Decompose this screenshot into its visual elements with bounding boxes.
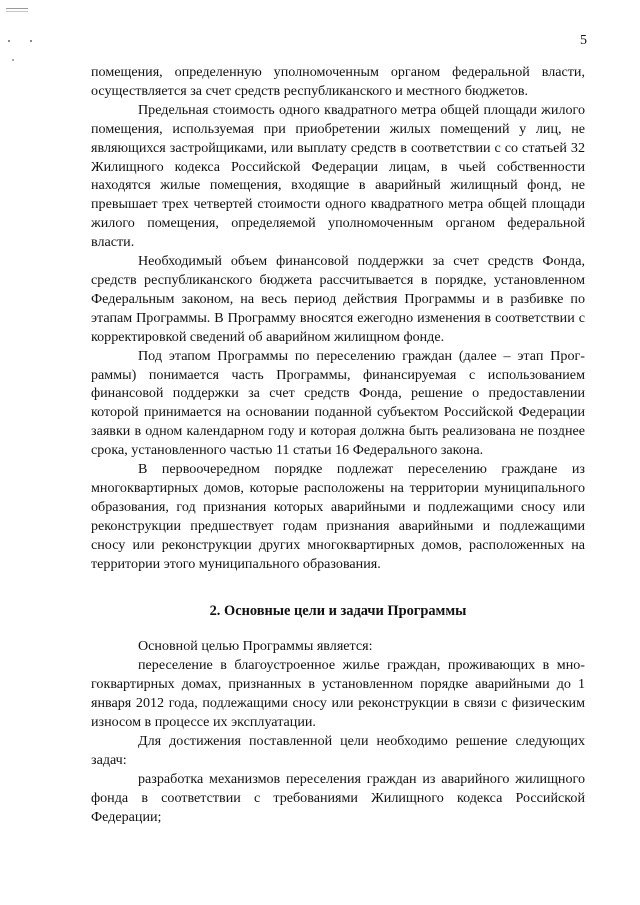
paragraph: Для достижения поставленной цели необходимо решение следующих задач: [91,733,585,768]
scan-artifact-line [6,8,28,9]
document-body [91,63,585,827]
page-number: 5 [580,33,587,48]
paragraph: разработка механизмов переселения граждан из аварийного жилищного фонда в соответствии с требованиями Жилищного кодекса Российской Федерации; [91,770,585,825]
scan-artifact-dot [12,59,14,61]
scan-artifact-dot [30,40,32,42]
paragraph: Предельная стоимость одного квадратного метра общей площади жилого помещения, используемая при приобретении жилых помещений у лиц, не являющихся застройщиками, или выплату средств в соответствии с со статьей 32 Жилищного кодекса Российской Федерации лицам, в чьей собственности находятся жилые помещения, входящие в аварийный жилищный фонд, не превышает трех четвертей стоимости одного квадратного метра общей площади жилого помещения, определяемой уполномоченным органом федеральной власти. [91,101,585,251]
paragraph: переселение в благоустроенное жилье граждан, проживающих в многоквартирных домах, признанных в установленном порядке аварийными до 1 января 2012 года, подлежащими сносу или реконструкции в связи с физическим износом в процессе их эксплуатации. [91,657,585,731]
paragraph: В первоочередном порядке подлежат переселению граждане из многоквартирных домов, которые расположены на территории муниципального образования, год признания которых аварийными и подлежащими сносу или реконструкции предшествует годам признания аварийными и подлежащими сносу или реконструкции других многоквартирных домов, расположенных на территории этого муниципального образования. [91,461,585,572]
paragraph: Основной целью Программы является: [138,638,373,655]
scan-artifact-line [6,11,28,12]
paragraph: помещения, определенную уполномоченным органом федеральной власти, осуществляется за счет средств республиканского и местного бюджетов. [91,64,585,99]
paragraph: Под этапом Программы по переселению граждан (далее – этап Программы) понимается часть Программы, финансируемая с использованием финансовой поддержки за счет средств Фонда, решение о предоставлении которой принимается на основании поданной субъектом Российской Федерации заявки в одном календарном году и которая должна быть реализована не позднее срока, установленного частью 11 статьи 16 Федерального закона. [91,347,585,459]
scan-artifact-dot [8,40,10,42]
section-heading: 2. Основные цели и задачи Программы [209,603,467,620]
paragraph: Необходимый объем финансовой поддержки за счет средств Фонда, средств республиканского бюджета рассчитывается в порядке, установленном Федеральным законом, на весь период действия Программы и в разбивке по этапам Программы. В Программу вносятся ежегодно изменения в соответствии с корректировкой сведений об аварийном жилищном фонде. [91,253,585,345]
